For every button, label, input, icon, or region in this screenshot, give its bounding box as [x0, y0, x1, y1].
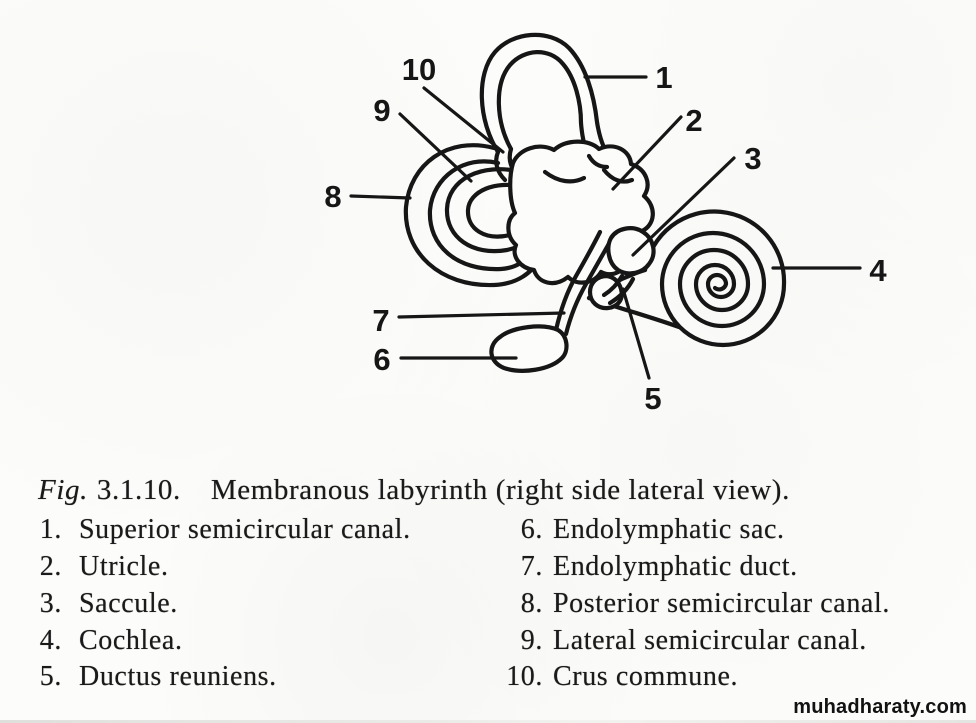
- legend-item-label: Ductus reuniens.: [79, 661, 277, 692]
- legend-item-number: 9.: [520, 625, 543, 656]
- legend-item-6: [489, 514, 785, 550]
- legend-item-label: Cochlea.: [79, 625, 183, 656]
- legend-item-10: [489, 661, 738, 697]
- legend-item-2: [36, 551, 169, 587]
- legend-item-number: 8.: [520, 588, 543, 619]
- legend-item-label: Utricle.: [79, 551, 169, 582]
- diagram-label-4: 4: [869, 253, 887, 288]
- legend-item-9: [489, 625, 867, 661]
- figure-caption: [38, 474, 938, 507]
- endolymphatic-sac: [491, 326, 566, 370]
- diagram-label-9: 9: [373, 93, 391, 128]
- legend-item-label: Superior semicircular canal.: [79, 514, 411, 545]
- figure-caption-number: 3.1.10.: [96, 474, 181, 506]
- figure-caption-title: Membranous labyrinth (right side lateral view).: [210, 474, 790, 506]
- legend-item-number: 1.: [39, 514, 62, 545]
- legend-item-label: Lateral semicircular canal.: [553, 625, 867, 656]
- superior-semicircular-canal: [482, 35, 613, 161]
- legend-item-4: [36, 625, 183, 661]
- figure-caption-prefix: Fig.: [38, 474, 88, 506]
- legend-item-5: [36, 661, 277, 697]
- legend-item-number: 2.: [39, 551, 62, 582]
- legend-item-number: 6.: [520, 514, 543, 545]
- saccule: [608, 228, 653, 273]
- legend-item-label: Saccule.: [79, 588, 178, 619]
- diagram-label-6: 6: [373, 342, 391, 377]
- diagram-label-2: 2: [685, 103, 703, 138]
- legend-item-1: [36, 514, 411, 550]
- leader-line-8: [351, 196, 410, 198]
- leader-line-10: [424, 88, 503, 152]
- legend-item-label: Endolymphatic duct.: [553, 551, 798, 582]
- diagram-label-8: 8: [324, 179, 342, 214]
- diagram-label-7: 7: [372, 303, 390, 338]
- legend-item-label: Endolymphatic sac.: [553, 514, 785, 545]
- legend-item-label: Posterior semicircular canal.: [553, 588, 890, 619]
- legend-item-number: 3.: [39, 588, 62, 619]
- watermark: muhadharaty.com: [793, 696, 967, 718]
- legend-item-7: [489, 551, 798, 587]
- legend-item-number: 7.: [520, 551, 543, 582]
- legend-item-number: 5.: [39, 661, 62, 692]
- diagram-label-1: 1: [655, 60, 673, 95]
- legend-item-number: 4.: [39, 625, 62, 656]
- legend-item-8: [489, 588, 890, 624]
- legend-item-label: Crus commune.: [553, 661, 739, 692]
- leader-line-7: [399, 313, 564, 317]
- leader-line-5: [623, 289, 649, 378]
- diagram-label-3: 3: [744, 141, 762, 176]
- legend-item-3: [36, 588, 178, 624]
- legend-item-number: 10.: [506, 661, 543, 692]
- diagram-label-10: 10: [401, 52, 437, 87]
- diagram-label-5: 5: [644, 381, 662, 416]
